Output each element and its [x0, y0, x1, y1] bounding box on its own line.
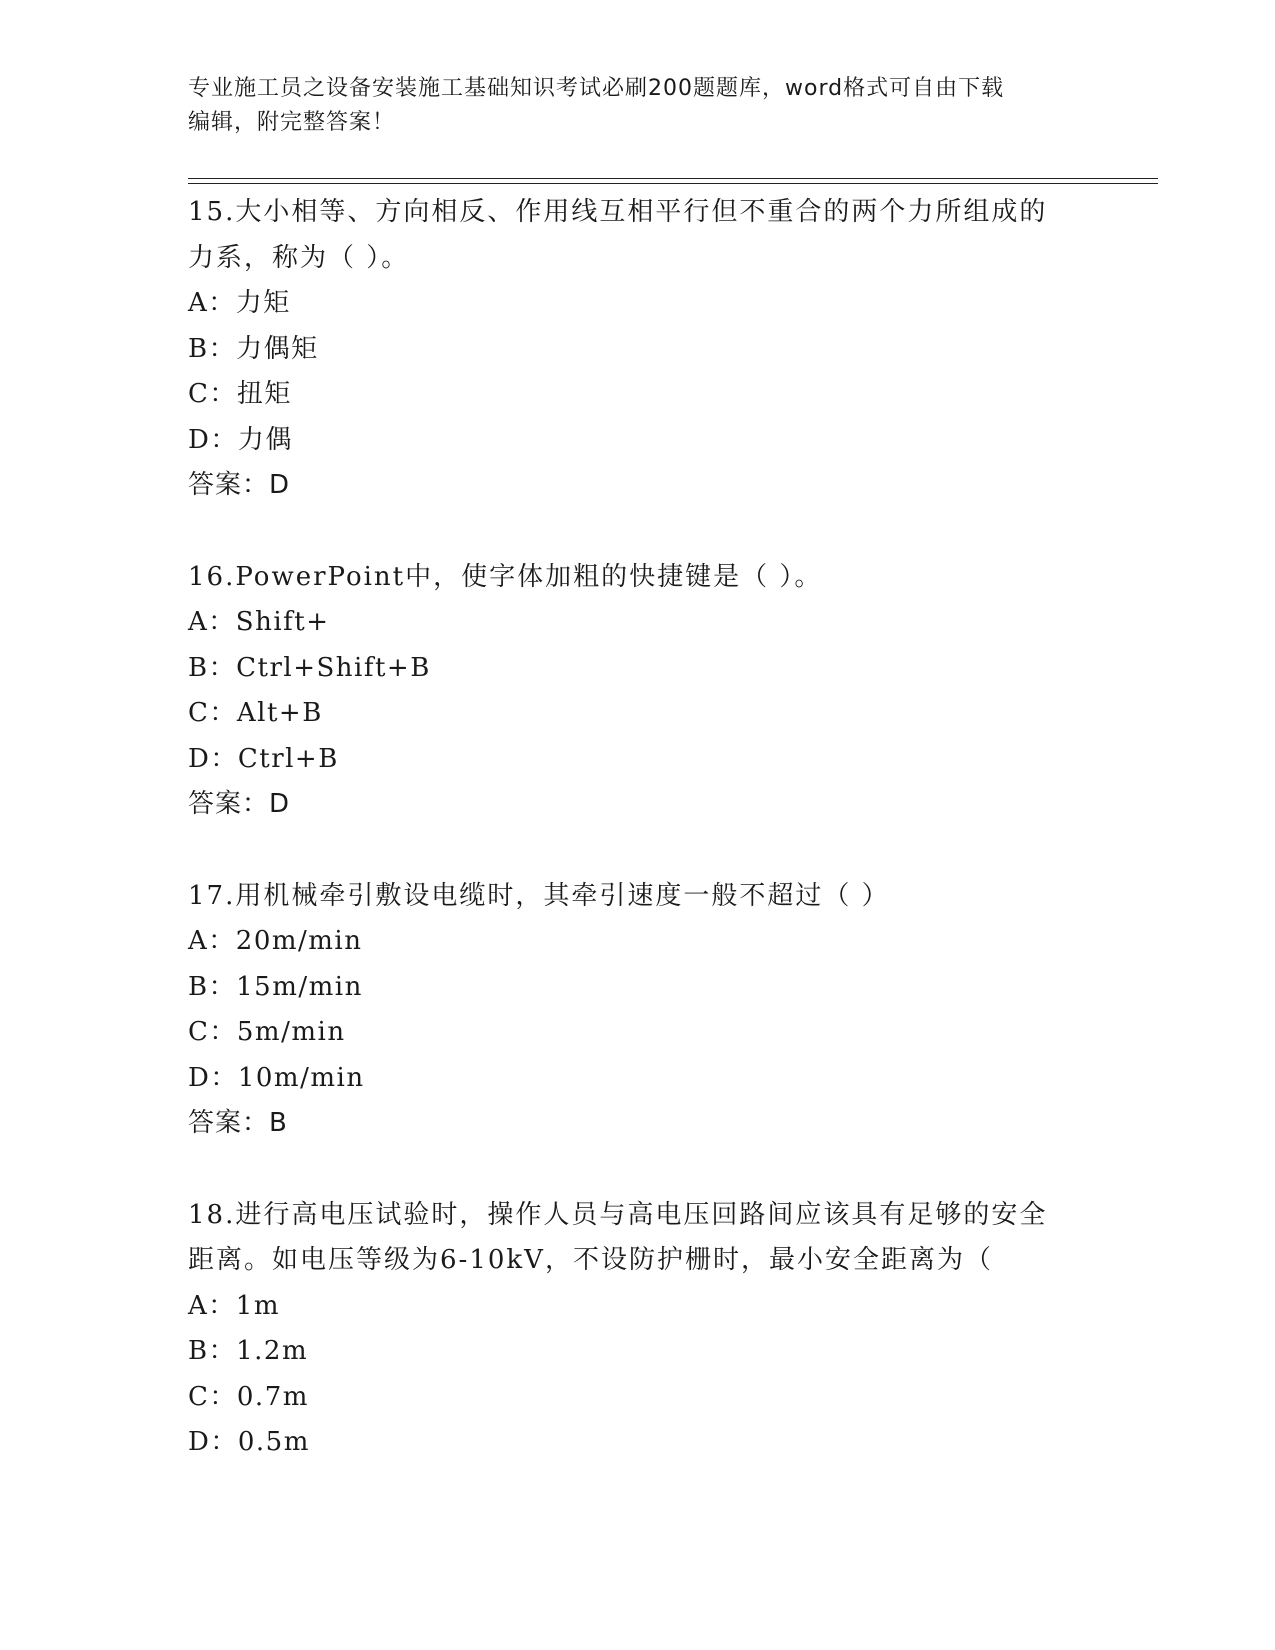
question-stem: 18.进行高电压试验时，操作人员与高电压回路间应该具有足够的安全: [188, 1199, 1048, 1230]
header-line-2: 编辑，附完整答案！: [188, 110, 396, 135]
option-d: D：10m/min: [188, 1062, 365, 1093]
option-b: B：Ctrl+Shift+B: [188, 652, 431, 683]
header-divider-bottom: [188, 183, 1158, 184]
question-stem: 15.大小相等、方向相反、作用线互相平行但不重合的两个力所组成的: [188, 197, 1048, 227]
header-divider-top: [188, 178, 1158, 179]
question-stem: 17.用机械牵引敷设电缆时，其牵引速度一般不超过（ ）: [188, 880, 890, 911]
option-b: B：15m/min: [188, 971, 363, 1002]
option-a: A：力矩: [188, 288, 291, 318]
question-15: [188, 190, 1088, 509]
option-c: C：Alt+B: [188, 698, 323, 728]
option-c: C：5m/min: [188, 1017, 346, 1047]
header-line-1: 专业施工员之设备安装施工基础知识考试必刷200题题库，word格式可自由下载: [188, 76, 1005, 101]
option-c: C：0.7m: [188, 1381, 309, 1412]
option-a: A：1m: [188, 1290, 280, 1321]
question-16: [188, 555, 1088, 828]
option-d: D：Ctrl+B: [188, 743, 339, 774]
option-d: D：力偶: [188, 424, 293, 455]
option-a: A：Shift+: [188, 607, 330, 637]
answer: 答案：D: [188, 789, 291, 819]
option-c: C：扭矩: [188, 379, 292, 409]
option-b: B：1.2m: [188, 1336, 309, 1366]
answer: 答案：B: [188, 1108, 288, 1138]
question-list: [188, 190, 1088, 1466]
question-17: [188, 874, 1088, 1147]
question-stem-continued: 力系，称为（ ）。: [188, 242, 410, 273]
answer: 答案：D: [188, 470, 291, 500]
option-d: D：0.5m: [188, 1427, 310, 1457]
question-stem: 16.PowerPoint中，使字体加粗的快捷键是（ ）。: [188, 561, 823, 592]
question-18: [188, 1193, 1088, 1466]
option-a: A：20m/min: [188, 926, 363, 956]
document-header: [188, 72, 1088, 140]
question-stem-continued: 距离。如电压等级为6-10kV，不设防护栅时，最小安全距离为（: [188, 1245, 993, 1275]
option-b: B：力偶矩: [188, 333, 319, 364]
